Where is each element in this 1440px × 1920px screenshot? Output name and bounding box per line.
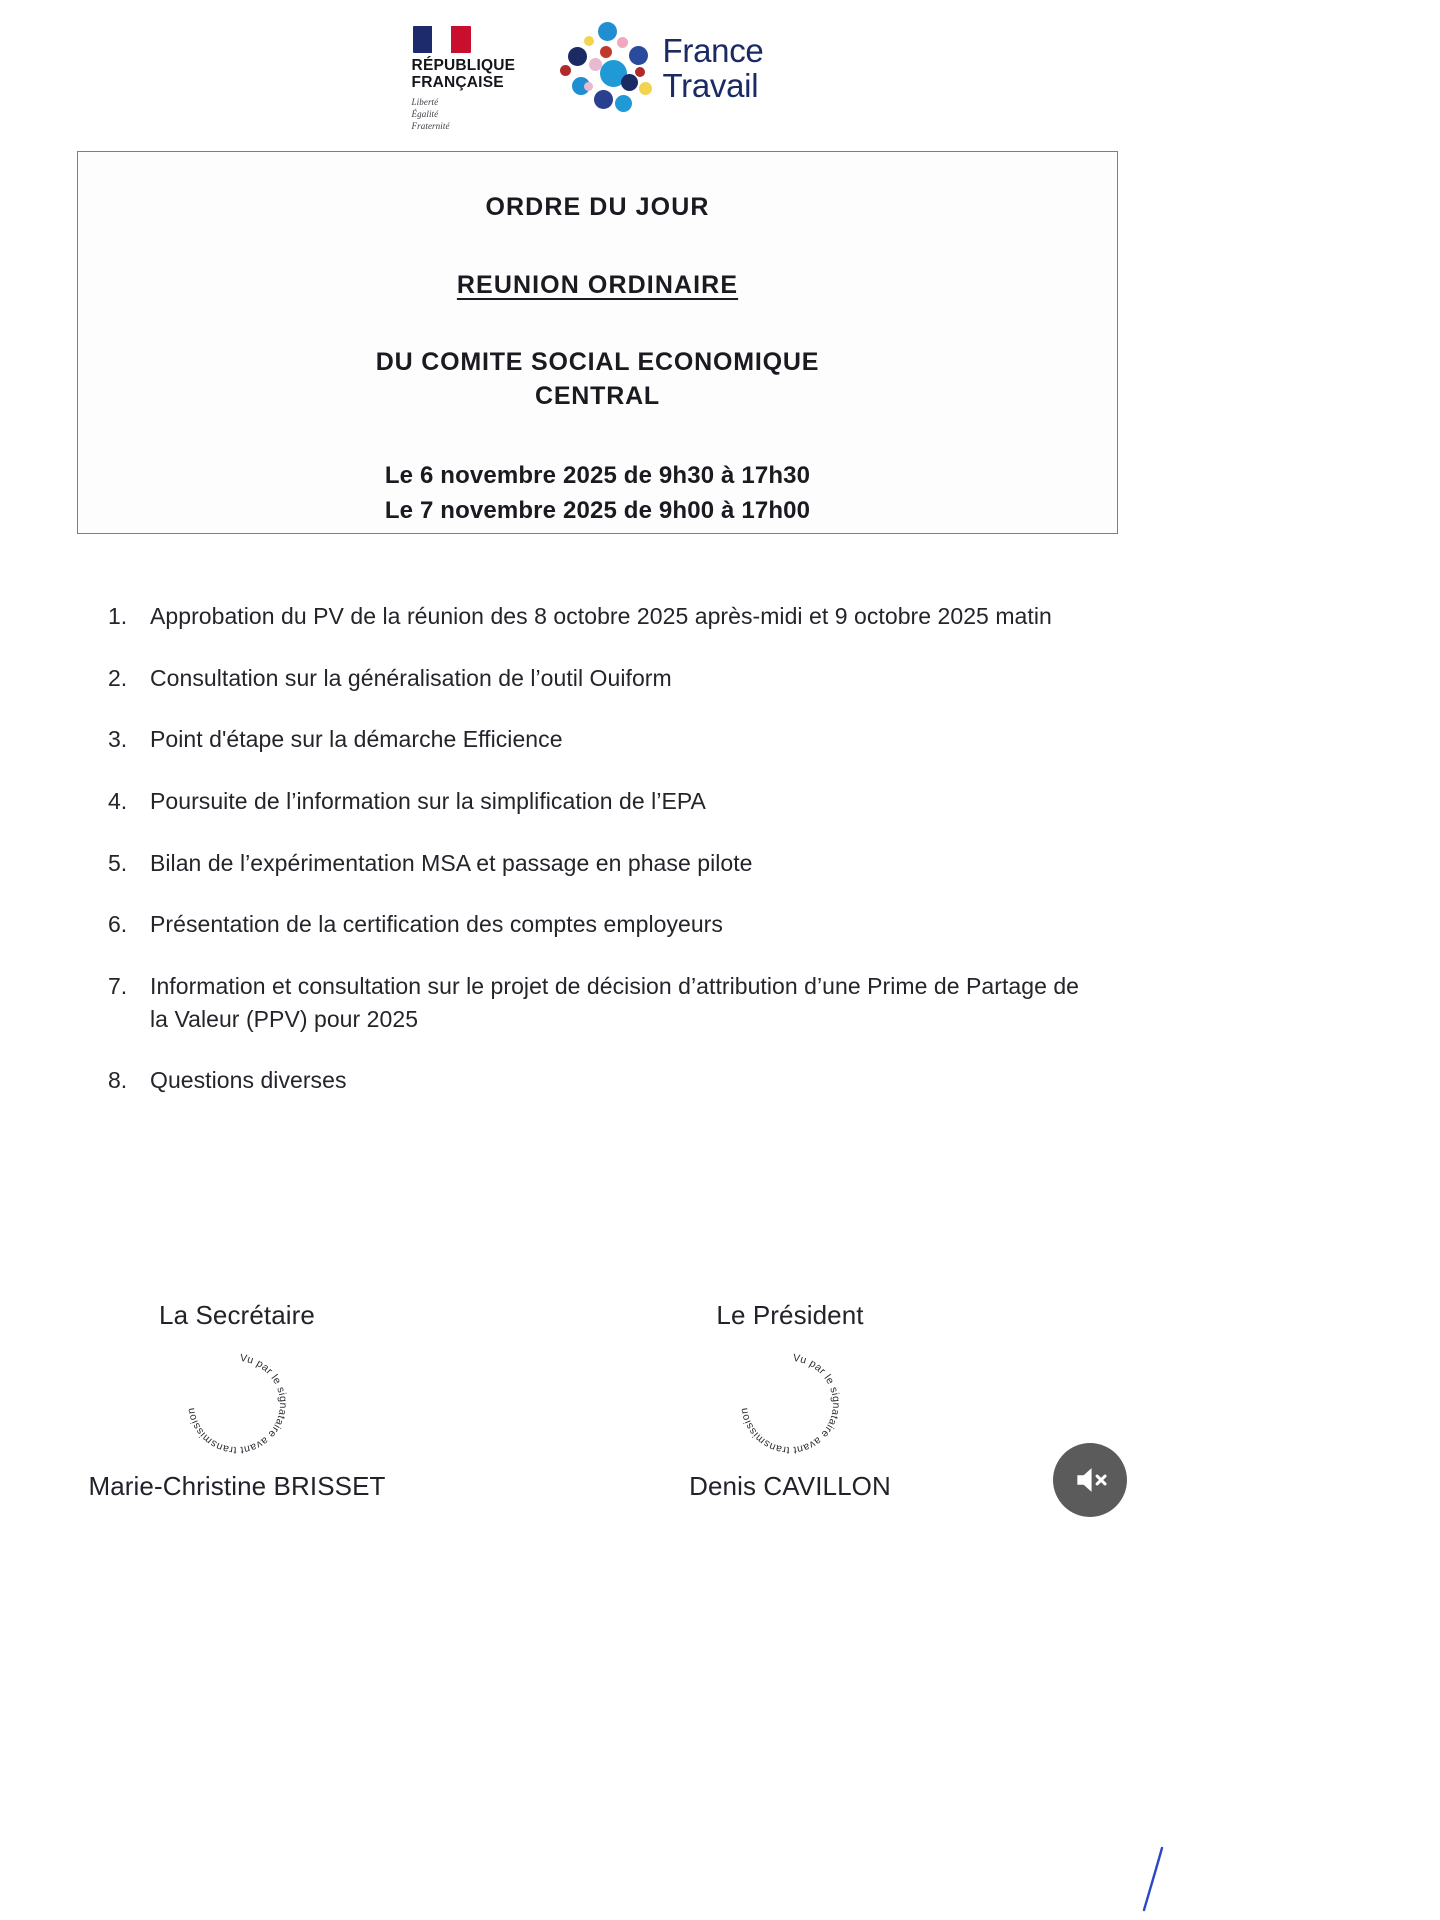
meeting-date-1: Le 6 novembre 2025 de 9h30 à 17h30 [384, 461, 811, 489]
agenda-item-number: 1. [108, 603, 128, 629]
agenda-item-text: Consultation sur la généralisation de l’outil Ouiform [150, 664, 672, 691]
france-travail-logo [560, 14, 764, 114]
title-frame [77, 151, 1118, 534]
agenda-item-number: 4. [108, 787, 128, 814]
svg-text:Vu par le signataire avant tra [738, 1352, 842, 1456]
agenda-item-text: Questions diverses [150, 1067, 347, 1094]
signature-name: Marie-Christine BRISSET [88, 1471, 386, 1502]
france-travail-dots-icon [560, 22, 652, 114]
committee-line-2: CENTRAL [534, 382, 661, 410]
agenda-item [105, 723, 1090, 756]
devise-liberte: Liberté [411, 96, 439, 107]
brand-line-travail: Travail [662, 67, 759, 104]
agenda-item [105, 785, 1090, 818]
stamp-text: Vu par le signataire avant transmission [738, 1352, 843, 1457]
devise-egalite: Égalité [411, 108, 439, 119]
republique-line-2: FRANÇAISE [411, 73, 504, 91]
france-travail-wordmark [663, 33, 764, 104]
signature-secretary [52, 1300, 422, 1502]
agenda-item-number: 8. [108, 1067, 128, 1094]
signature-role: Le Président [716, 1300, 864, 1330]
republique-line-1: RÉPUBLIQUE [411, 57, 516, 74]
document-heading: ORDRE DU JOUR [485, 193, 710, 221]
signature-name: Denis CAVILLON [689, 1471, 891, 1502]
agenda-item-text: Approbation du PV de la réunion des 8 octobre 2025 après-midi et 9 octobre 2025 matin [150, 603, 1052, 629]
signature-president [605, 1300, 975, 1502]
devise [412, 97, 450, 133]
agenda-item-text: Présentation de la certification des comptes employeurs [150, 911, 723, 938]
meeting-date-2: Le 7 novembre 2025 de 9h00 à 17h00 [384, 497, 811, 525]
agenda-item-number: 7. [108, 972, 128, 999]
meeting-type: REUNION ORDINAIRE [456, 270, 739, 299]
agenda-item [105, 662, 1090, 695]
page-gutter [1175, 0, 1440, 1920]
agenda-item [105, 600, 1090, 633]
mute-toggle-button[interactable] [1053, 1443, 1127, 1517]
signature-stamp-icon [176, 1343, 298, 1465]
agenda-item-number: 2. [108, 664, 128, 691]
agenda-item-text: Poursuite de l’information sur la simplification de l’EPA [150, 787, 706, 814]
ink-stroke-mark [1140, 1846, 1166, 1912]
agenda-item [105, 908, 1090, 941]
agenda-item-text: Bilan de l’expérimentation MSA et passage en phase pilote [150, 849, 753, 876]
signature-stamp-icon [729, 1343, 851, 1465]
agenda-item-number: 3. [108, 726, 128, 753]
agenda-list [105, 600, 1090, 1126]
agenda-item-text: Point d'étape sur la démarche Efficience [150, 726, 563, 753]
agenda-item-number: 5. [108, 849, 128, 876]
agenda-item-text: Information et consultation sur le projet de décision d’attribution d’une Prime de Partage de la Valeur (PPV) pour 2025 [150, 972, 1080, 1032]
devise-fraternite: Fraternité [411, 120, 450, 131]
signature-role: La Secrétaire [159, 1300, 315, 1330]
speaker-muted-icon [1071, 1461, 1109, 1499]
french-flag-icon [413, 26, 471, 53]
committee-line-1: DU COMITE SOCIAL ECONOMIQUE [375, 347, 820, 376]
agenda-item [105, 970, 1090, 1035]
stamp-text: Vu par le signataire avant transmission [185, 1352, 290, 1457]
agenda-item [105, 1064, 1090, 1097]
agenda-item-number: 6. [108, 911, 128, 938]
brand-line-france: France [662, 31, 764, 69]
letterhead [0, 14, 1175, 136]
agenda-item [105, 847, 1090, 880]
svg-text:Vu par le signataire avant tra [185, 1352, 289, 1456]
signature-block [0, 1300, 1175, 1530]
republique-francaise-logo [412, 14, 524, 132]
